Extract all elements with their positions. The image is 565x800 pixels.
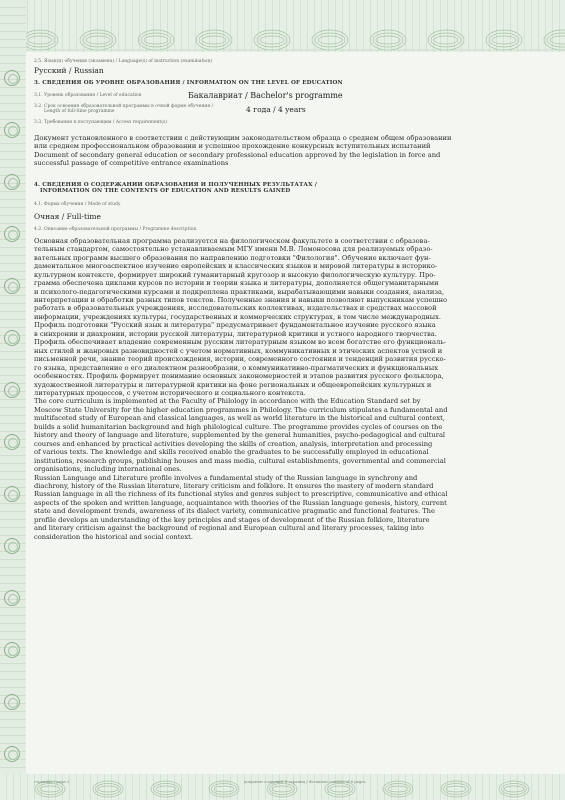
description-line: Russian Language and Literature profile involves a fundamental study of the Russian language in synchrony and: [34, 473, 418, 482]
description-line: profile develops an understanding of the key principles and stages of development of the Russian folklore, literature: [34, 515, 430, 524]
access-line: successful passage of competitive entrance examinations: [34, 159, 229, 168]
description-line: культурном контексте, формирует широкий гуманитарный кругозор и высокую филологическую культуру. Про-: [34, 270, 436, 279]
ornament-ring: [4, 642, 20, 658]
length-label: [34, 104, 242, 114]
description-line: вательных программ высшего образования по направлению подготовки "Филология". Обучение включает фун-: [34, 253, 431, 262]
length-value: 4 года / 4 years: [246, 104, 306, 114]
length-row: [34, 104, 544, 114]
ornament-ring: [4, 486, 20, 502]
description-line: history and theory of language and literature, supplemented by the general humanities, psycho-pedagogical and cultural: [34, 431, 446, 440]
description-line: of various texts. The knowledge and skills received enable the graduates to be successfully employed in educational: [34, 448, 429, 457]
top-guilloche-border: [0, 0, 565, 52]
ornament-ring: [4, 694, 20, 710]
ornament-ring: [4, 330, 20, 346]
description-line: го языка, представление о его диалектном разнообразии, о коммуникативно-прагматических и функциональных: [34, 363, 438, 372]
description-line: diachrony, history of the Russian literature, literary criticism and folklore. It ensures the mastery of modern standard: [34, 481, 434, 490]
section-4-title-line2: INFORMATION ON THE CONTENTS OF EDUCATION AND RESULTS GAINED: [40, 187, 291, 194]
level-row: [34, 91, 544, 100]
description-text: [34, 237, 544, 541]
language-label: 2.5. Язык(и) обучения (экзамена) / Language(s) of instruction (examination): [34, 59, 213, 64]
ornament-ring: [4, 122, 20, 138]
length-label-line1: 3.2. Срок освоения образовательной программы в очной форме обучения /: [34, 104, 214, 109]
description-line: and literary criticism against the background of regional and European cultural and literary processes, taking into: [34, 524, 424, 533]
ornament-ring: [4, 434, 20, 450]
ornament-ring: [4, 538, 20, 554]
ornament-ring: [4, 382, 20, 398]
description-line: в синхронии и диахронии, истории русской литературы, литературной критики и устного народного творчества.: [34, 329, 437, 338]
access-label: 3.3. Требования к поступающим / Access requirement(s): [34, 120, 168, 125]
description-line: Профиль подготовки "Русский язык и литература" предусматривает фундаментальное изучение русского языка: [34, 321, 436, 330]
document-body: [34, 59, 544, 541]
footer-page-number: страница / page 2: [34, 779, 70, 784]
length-label-line2: Length of full-time programme: [44, 109, 115, 114]
description-line: ных стилей и жанровых разновидностей с учетом нормативных, коммуникативных и этических аспектов устной и: [34, 346, 443, 355]
description-line: работать в образовательных учреждениях, исследовательских коллективах, издательствах и средствах массовой: [34, 304, 437, 313]
level-value: Бакалавриат / Bachelor's programme: [188, 91, 343, 100]
description-line: даментальное многоаспектное изучение европейских и классических языков и мировой литературы в историко-: [34, 262, 438, 271]
description-line: интерпретации и обработки разных типов текстов. Полученные знания и навыки позволяют выпускникам успешно: [34, 295, 448, 304]
description-line: organisations, including international ones.: [34, 465, 182, 474]
description-line: Moscow State University for the higher education programmes in Philology. The curriculum stipulates a fundamental and: [34, 405, 448, 414]
section-3-title: 3. СВЕДЕНИЯ ОБ УРОВНЕ ОБРАЗОВАНИЯ / INFORMATION ON THE LEVEL OF EDUCATION: [34, 80, 343, 86]
description-line: письменной речи, знание теорий происхождения, истории, современного состояния и тенденций развития русско-: [34, 355, 446, 364]
description-line: state and development trends, awareness of its dialect variety, communicative pragmatic and functional features. The: [34, 507, 435, 516]
description-line: информации, учреждениях культуры, государственных и коммерческих структурах, в том числе международных.: [34, 312, 442, 321]
description-line: особенностях. Профиль формирует понимание основных закономерностей и этапов развития русского фольклора,: [34, 372, 444, 381]
description-line: Профиль обеспечивает владение современным русским литературным языком во всем богатстве его функциональ-: [34, 338, 447, 347]
mode-label: 4.1. Форма обучения / Mode of study: [34, 201, 121, 207]
access-line: Document of secondary general education or secondary professional education approved by the legislation in force and: [34, 150, 441, 159]
access-line: Документ установленного в соответствии с действующим законодательством образца о среднем общем образовании: [34, 134, 452, 142]
level-label: 3.1. Уровень образования / Level of education: [34, 93, 142, 98]
description-line: Russian language in all the richness of its functional styles and genres subject to prescriptive, communicative and ethical: [34, 490, 448, 499]
ornament-ring: [4, 226, 20, 242]
description-line: и психолого-педагогическими курсами и подкреплена практиками, вырабатывающими навыки создания, анализа,: [34, 287, 445, 296]
description-line: The core curriculum is implemented at the Faculty of Philology in accordance with the Education Standard set by: [34, 397, 421, 406]
description-line: грамма обеспечена циклами курсов по истории и теории языка и литературы, дополняется общегуманитарными: [34, 279, 439, 288]
description-line: courses and enhanced by practical activities developing the skills of creation, analysis, interpretation and processing: [34, 439, 433, 448]
ornament-ring: [4, 174, 20, 190]
description-line: consideration the historical and social context.: [34, 532, 193, 541]
description-label: 4.2. Описание образовательной программы / Programme description: [34, 226, 197, 232]
ornament-ring: [4, 278, 20, 294]
description-line: художественной литературы и литературной критики на фоне региональных и общеевропейских культурных и: [34, 380, 432, 389]
left-guilloche-border: [0, 0, 26, 800]
section-4-title-line1: 4. СВЕДЕНИЯ О СОДЕРЖАНИИ ОБРАЗОВАНИЯ И ПОЛУЧЕННЫХ РЕЗУЛЬТАТАХ /: [34, 181, 317, 188]
description-line: Основная образовательная программа реализуется на филологическом факультете в соответствии с образова-: [34, 236, 430, 245]
description-line: литературных процессов, с учетом исторического и социального контекста.: [34, 388, 306, 397]
ornament-ring: [4, 590, 20, 606]
footer-page-count: документ содержит 8 страниц / document consists of 8 pages: [244, 779, 366, 784]
mode-value: Очная / Full-time: [34, 211, 101, 221]
description-line: institutions, research groups, publishing houses and mass media, cultural establishments, governmental and commercial: [34, 456, 446, 465]
description-line: multifaceted study of European and classical languages, as well as world literature in the historical and cultural context,: [34, 414, 445, 423]
bottom-guilloche-border: [0, 774, 565, 800]
description-line: builds a solid humanitarian background and high philological culture. The programme provides cycles of courses on the: [34, 422, 443, 431]
description-line: тельным стандартом, самостоятельно устанавливаемым МГУ имени М.В. Ломоносова для реализуемых образо-: [34, 245, 433, 254]
access-text: [34, 134, 544, 168]
ornament-ring: [4, 70, 20, 86]
ornament-ring: [4, 746, 20, 762]
description-line: aspects of the spoken and written language, acquaintance with theories of the Russian language genesis, history, current: [34, 498, 447, 507]
language-value: Русский / Russian: [34, 66, 104, 75]
access-line: или среднем профессиональном образовании и успешное прохождение конкурсных вступительных испытаний: [34, 142, 431, 151]
page-footer: [34, 779, 545, 787]
